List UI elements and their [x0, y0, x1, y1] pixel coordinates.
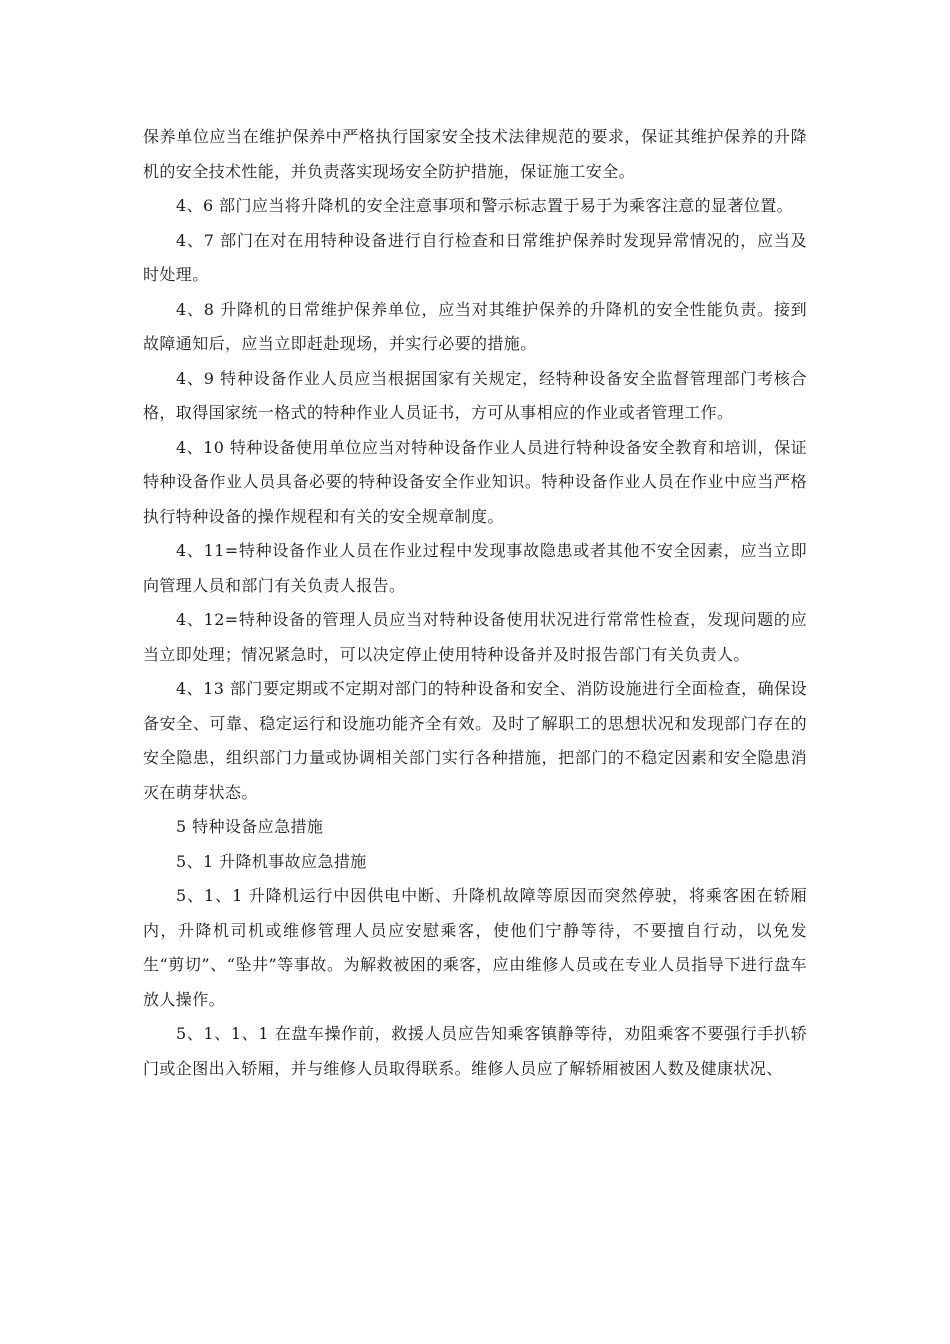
paragraph: 4、12=特种设备的管理人员应当对特种设备使用状况进行常常性检查，发现问题的应当立即处理；情况紧急时，可以决定停止使用特种设备并及时报告部门有关负责人。: [143, 610, 807, 664]
paragraph: 4、11=特种设备作业人员在作业过程中发现事故隐患或者其他不安全因素，应当立即向管理人员和部门有关负责人报告。: [143, 541, 807, 595]
paragraph: 4、13 部门要定期或不定期对部门的特种设备和安全、消防设施进行全面检查，确保设备安全、可靠、稳定运行和设施功能齐全有效。及时了解职工的思想状况和发现部门存在的安全隐患，组织部门力量或协调相关部门实行各种措施，把部门的不稳定因素和安全隐患消灭在萌芽状态。: [143, 679, 807, 802]
paragraph: 4、10 特种设备使用单位应当对特种设备作业人员进行特种设备安全教育和培训，保证特种设备作业人员具备必要的特种设备安全作业知识。特种设备作业人员在作业中应当严格执行特种设备的操作规程和有关的安全规章制度。: [143, 437, 807, 526]
paragraph: 保养单位应当在维护保养中严格执行国家安全技术法律规范的要求，保证其维护保养的升降机的安全技术性能，并负责落实现场安全防护措施，保证施工安全。: [143, 127, 807, 181]
paragraph: 5、1、1、1 在盘车操作前，救援人员应告知乘客镇静等待，劝阻乘客不要强行手扒轿门或企图出入轿厢，并与维修人员取得联系。维修人员应了解轿厢被困人数及健康状况、: [143, 1024, 807, 1078]
document-body: [143, 120, 807, 1086]
section-heading: 5 特种设备应急措施: [176, 817, 324, 836]
subsection-heading: 5、1 升降机事故应急措施: [176, 851, 367, 871]
paragraph: 5、1、1 升降机运行中因供电中断、升降机故障等原因而突然停驶，将乘客困在轿厢内，升降机司机或维修管理人员应安慰乘客，使他们宁静等待，不要擅自行动，以免发生“剪切”、“坠井”等事故。为解救被困的乘客，应由维修人员或在专业人员指导下进行盘车放人操作。: [143, 886, 807, 1009]
paragraph: 4、8 升降机的日常维护保养单位，应当对其维护保养的升降机的安全性能负责。接到故障通知后，应当立即赶赴现场，并实行必要的措施。: [143, 299, 807, 353]
paragraph: 4、6 部门应当将升降机的安全注意事项和警示标志置于易于为乘客注意的显著位置。: [176, 196, 794, 215]
paragraph: 4、9 特种设备作业人员应当根据国家有关规定，经特种设备安全监督管理部门考核合格，取得国家统一格式的特种作业人员证书，方可从事相应的作业或者管理工作。: [143, 368, 807, 422]
paragraph: 4、7 部门在对在用特种设备进行自行检查和日常维护保养时发现异常情况的，应当及时处理。: [143, 230, 807, 284]
